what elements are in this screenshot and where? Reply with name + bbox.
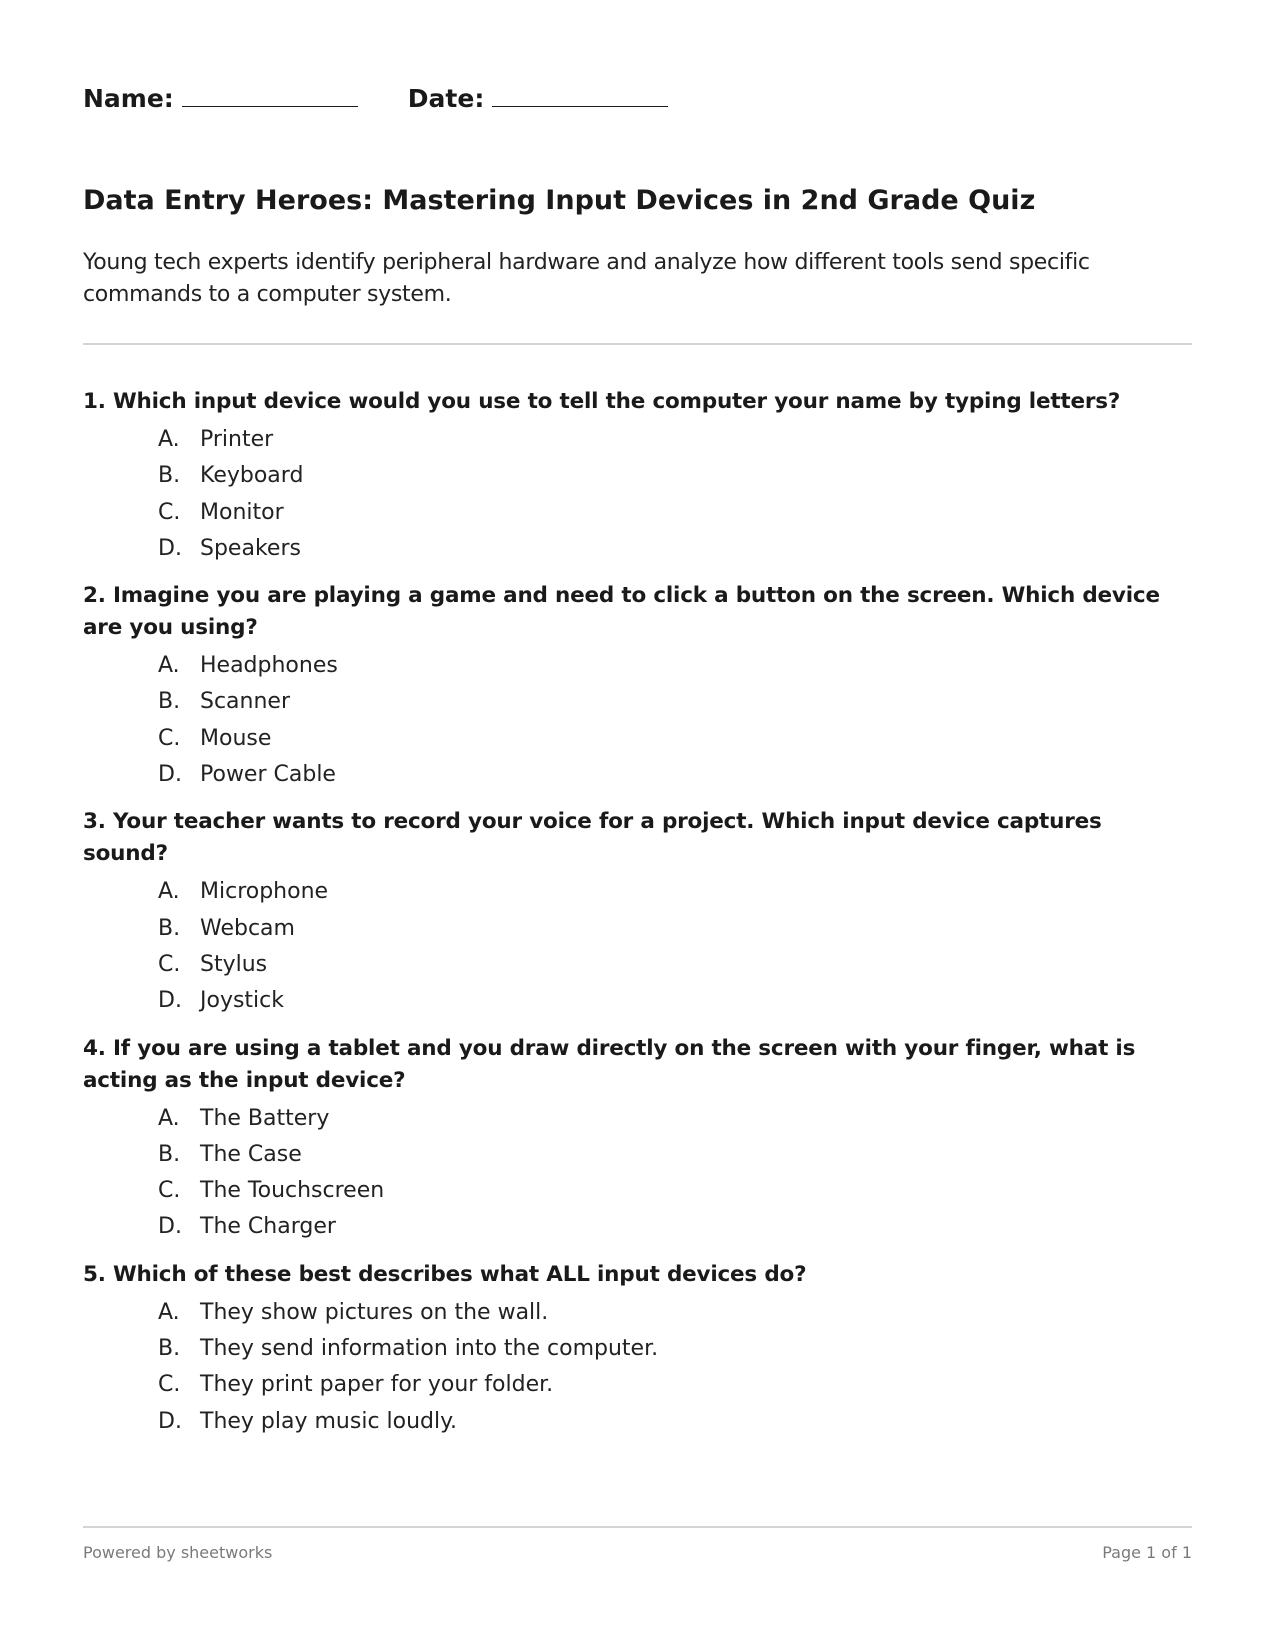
date-label: Date: <box>407 84 485 113</box>
answer-options <box>83 874 1192 1019</box>
question-text: 5. Which of these best describes what ALL input devices do? <box>83 1261 807 1287</box>
option-text: Headphones <box>200 653 338 679</box>
page-footer <box>83 1543 1192 1562</box>
option-b <box>158 684 1192 720</box>
option-letter: A. <box>158 1105 180 1131</box>
name-field <box>83 84 358 113</box>
question-4 <box>83 1033 1192 1246</box>
option-text: They play music loudly. <box>200 1408 458 1434</box>
option-a <box>158 422 1192 458</box>
option-letter: C. <box>158 499 181 525</box>
answer-options <box>83 648 1192 793</box>
option-letter: B. <box>158 1336 181 1362</box>
option-letter: D. <box>158 535 182 561</box>
option-letter: D. <box>158 988 182 1014</box>
option-d <box>158 983 1192 1019</box>
date-field <box>408 84 669 113</box>
option-letter: C. <box>158 1178 181 1204</box>
quiz-description: Young tech experts identify peripheral hardware and analyze how different tools send specific commands to a computer system. <box>83 250 1090 307</box>
option-text: They send information into the computer. <box>200 1336 659 1362</box>
option-text: Webcam <box>200 915 295 941</box>
option-text: They print paper for your folder. <box>200 1372 554 1398</box>
option-a <box>158 648 1192 684</box>
option-letter: B. <box>158 1141 181 1167</box>
powered-by-text: Powered by sheetworks <box>83 1543 273 1562</box>
option-letter: A. <box>158 653 180 679</box>
option-text: They show pictures on the wall. <box>200 1299 549 1325</box>
option-a <box>158 874 1192 910</box>
question-3 <box>83 806 1192 1019</box>
option-letter: A. <box>158 1299 180 1325</box>
question-text: 3. Your teacher wants to record your voice for a project. Which input device captures sound? <box>83 809 1102 867</box>
name-label: Name: <box>83 84 174 113</box>
footer-divider <box>83 1526 1192 1528</box>
header-fields <box>83 84 718 113</box>
option-b <box>158 458 1192 494</box>
option-d <box>158 1404 1192 1440</box>
option-text: Stylus <box>200 951 268 977</box>
question-list <box>83 386 1192 1453</box>
option-c <box>158 947 1192 983</box>
option-letter: B. <box>158 689 181 715</box>
option-text: The Battery <box>200 1105 330 1131</box>
question-2 <box>83 580 1192 793</box>
option-d <box>158 531 1192 567</box>
header-divider <box>83 343 1192 345</box>
option-c <box>158 1367 1192 1403</box>
option-text: Monitor <box>200 499 284 525</box>
answer-options <box>83 1295 1192 1440</box>
option-text: Joystick <box>200 988 285 1014</box>
option-text: The Case <box>200 1141 302 1167</box>
option-c <box>158 721 1192 757</box>
option-letter: B. <box>158 463 181 489</box>
option-b <box>158 911 1192 947</box>
question-5 <box>83 1259 1192 1440</box>
option-text: The Touchscreen <box>200 1178 385 1204</box>
question-text: 1. Which input device would you use to tell the computer your name by typing letters? <box>83 389 1121 414</box>
option-text: Scanner <box>200 689 291 715</box>
option-a <box>158 1101 1192 1137</box>
option-text: Mouse <box>200 725 272 751</box>
worksheet-page <box>83 0 1192 1650</box>
option-b <box>158 1137 1192 1173</box>
page-number: Page 1 of 1 <box>1102 1543 1192 1562</box>
option-letter: A. <box>158 427 180 452</box>
option-c <box>158 1173 1192 1209</box>
option-letter: D. <box>158 762 182 788</box>
question-text: 4. If you are using a tablet and you draw directly on the screen with your finger, what is acting as the input device? <box>83 1035 1136 1093</box>
option-letter: D. <box>158 1408 182 1434</box>
option-text: Microphone <box>200 879 329 905</box>
option-c <box>158 495 1192 531</box>
option-text: Power Cable <box>200 762 336 788</box>
option-d <box>158 1209 1192 1245</box>
answer-options <box>83 1101 1192 1246</box>
date-blank-line <box>492 86 668 107</box>
option-b <box>158 1331 1192 1367</box>
option-letter: C. <box>158 1372 181 1398</box>
option-letter: C. <box>158 725 181 751</box>
option-letter: A. <box>158 879 180 905</box>
option-text: The Charger <box>200 1214 336 1240</box>
option-text: Printer <box>200 427 274 452</box>
option-a <box>158 1295 1192 1331</box>
option-text: Keyboard <box>200 463 304 489</box>
quiz-title: Data Entry Heroes: Mastering Input Devices in 2nd Grade Quiz <box>83 185 1036 216</box>
option-letter: B. <box>158 915 181 941</box>
question-1 <box>83 386 1192 567</box>
question-text: 2. Imagine you are playing a game and need to click a button on the screen. Which device are you using? <box>83 583 1160 641</box>
option-d <box>158 757 1192 793</box>
option-text: Speakers <box>200 535 301 561</box>
option-letter: D. <box>158 1214 182 1240</box>
name-blank-line <box>182 86 358 107</box>
option-letter: C. <box>158 951 181 977</box>
answer-options <box>83 422 1192 567</box>
